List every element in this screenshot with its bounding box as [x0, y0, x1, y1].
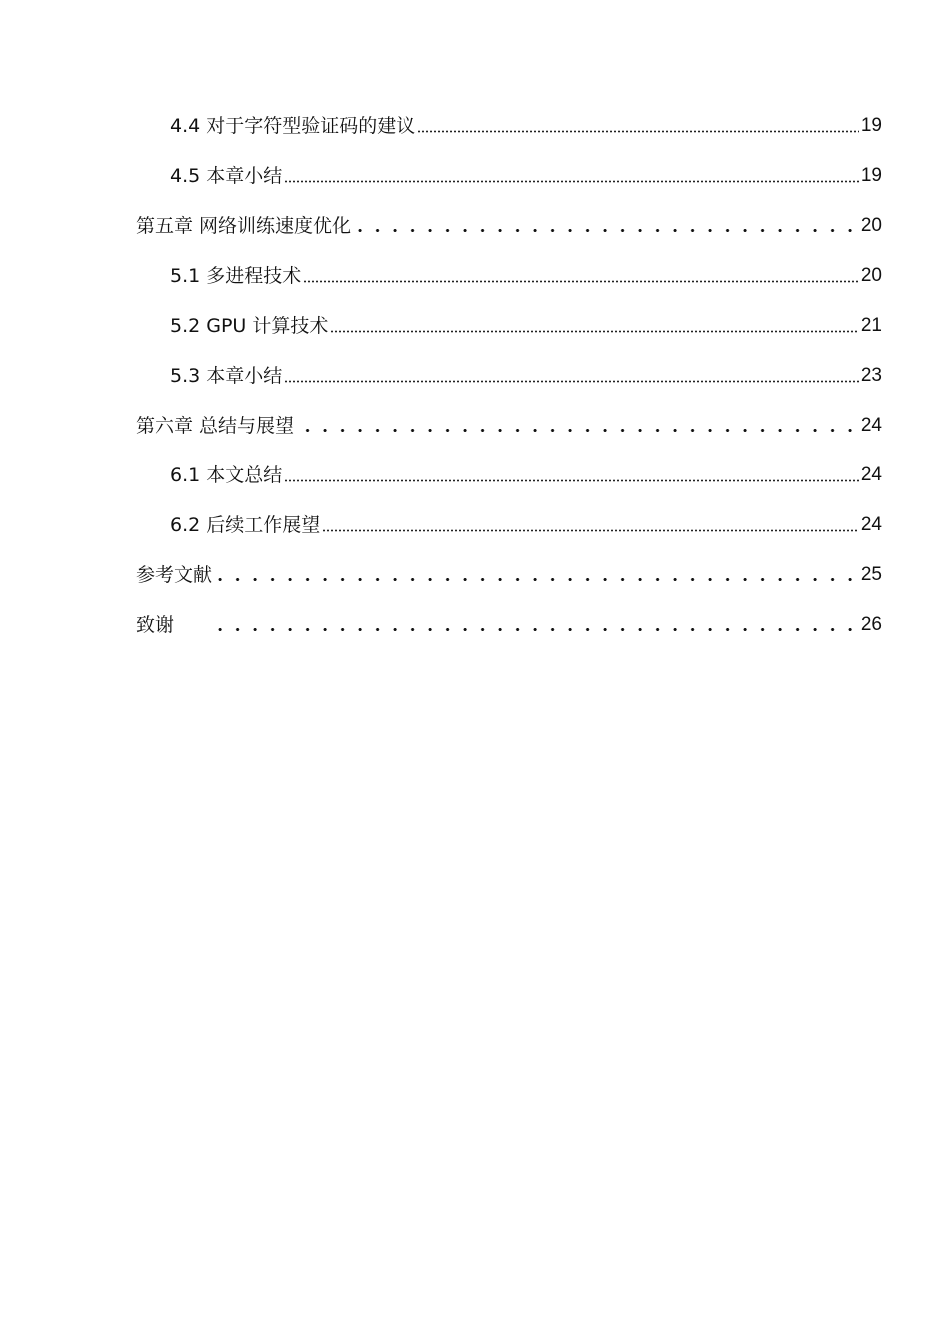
- toc-chapter-title: 第五章 网络训练速度优化: [136, 215, 352, 237]
- toc-chapter-title: 第六章 总结与展望: [136, 415, 295, 437]
- dot-leader: [296, 428, 859, 433]
- toc-entry-5-3[interactable]: [170, 358, 882, 388]
- toc-chapter-5[interactable]: [136, 208, 882, 238]
- toc-entry-title: 5.2 GPU 计算技术: [170, 315, 329, 337]
- toc-page-number: 19: [860, 115, 882, 136]
- toc-page-number: 20: [860, 215, 882, 236]
- toc-references[interactable]: [136, 557, 882, 587]
- toc-acknowledgements[interactable]: [136, 607, 882, 637]
- dot-leader: [417, 130, 859, 133]
- toc-entry-title: 5.1 多进程技术: [170, 265, 302, 287]
- toc-page-number: 24: [860, 514, 882, 535]
- toc-page-number: 24: [860, 415, 882, 436]
- toc-page-number: 20: [860, 265, 882, 286]
- dot-leader: [322, 529, 859, 532]
- toc-entry-4-5[interactable]: [170, 158, 882, 188]
- toc-chapter-title: 致谢: [136, 614, 175, 636]
- toc-entry-title: 4.5 本章小结: [170, 165, 283, 187]
- toc-chapter-6[interactable]: [136, 408, 882, 438]
- dot-leader: [353, 228, 859, 233]
- dot-leader: [214, 577, 859, 582]
- toc-entry-6-2[interactable]: [170, 507, 882, 537]
- toc-entry-6-1[interactable]: [170, 457, 882, 487]
- toc-entry-title: 5.3 本章小结: [170, 365, 283, 387]
- dot-leader: [330, 330, 858, 333]
- toc-page-number: 19: [860, 165, 882, 186]
- toc-page-number: 23: [860, 365, 882, 386]
- dot-leader: [284, 479, 859, 482]
- toc-page-number: 21: [860, 315, 882, 336]
- dot-leader: [284, 180, 859, 183]
- dot-leader: [216, 627, 859, 632]
- toc-entry-title: 4.4 对于字符型验证码的建议: [170, 115, 416, 137]
- toc-page-number: 25: [860, 564, 882, 585]
- dot-leader: [303, 280, 859, 283]
- toc-chapter-title: 参考文献: [136, 564, 213, 586]
- toc-entry-5-2[interactable]: [170, 308, 882, 338]
- toc-page-number: 24: [860, 464, 882, 485]
- toc-entry-5-1[interactable]: [170, 258, 882, 288]
- toc-entry-4-4[interactable]: [170, 108, 882, 138]
- toc-entry-title: 6.1 本文总结: [170, 464, 283, 486]
- toc-page-number: 26: [860, 614, 882, 635]
- dot-leader: [284, 380, 859, 383]
- toc-entry-title: 6.2 后续工作展望: [170, 514, 321, 536]
